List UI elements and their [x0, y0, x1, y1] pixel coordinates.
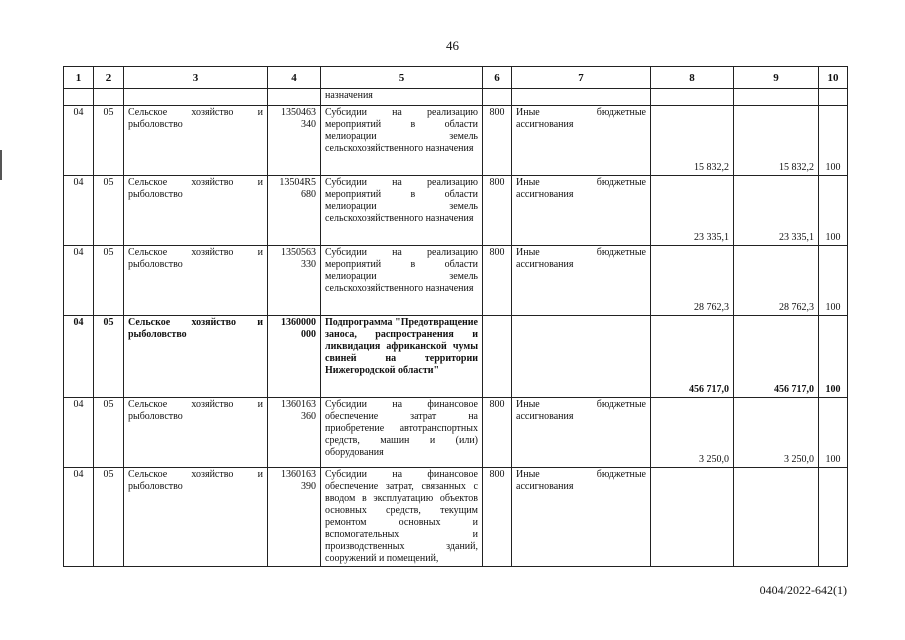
cell-subsection: 05 — [94, 176, 124, 246]
cell-amount-actual: 456 717,0 — [734, 316, 819, 398]
cell-percent: 100 — [819, 246, 848, 316]
cell-subsection: 05 — [94, 468, 124, 567]
cell-amount-actual: 23 335,1 — [734, 176, 819, 246]
cell-target-code: 1350563 330 — [268, 246, 321, 316]
document-code: 0404/2022-642(1) — [759, 583, 847, 597]
cell-amount-actual — [734, 468, 819, 567]
continuation-row — [64, 89, 848, 106]
cell-description: Субсидии на реализацию мероприятий в области мелиорации земель сельскохозяйственного назначения — [321, 106, 483, 176]
cell-target-code: 1350463 340 — [268, 106, 321, 176]
col-header-8: 8 — [651, 67, 734, 89]
col-header-5: 5 — [321, 67, 483, 89]
cell-section-name: Сельское хозяйство и рыболовство — [124, 398, 268, 468]
cell-expense-name: Иные бюджетные ассигнования — [512, 106, 651, 176]
cell-expense-name — [512, 316, 651, 398]
cell-percent: 100 — [819, 176, 848, 246]
table-row-subprogram — [64, 316, 848, 398]
cell-expense-name: Иные бюджетные ассигнования — [512, 468, 651, 567]
cell-expense-name: Иные бюджетные ассигнования — [512, 246, 651, 316]
table-row — [64, 176, 848, 246]
cell-subsection: 05 — [94, 398, 124, 468]
col-header-3: 3 — [124, 67, 268, 89]
continuation-text: назначения — [321, 89, 483, 106]
cell-section: 04 — [64, 398, 94, 468]
cell-percent: 100 — [819, 106, 848, 176]
cell-amount-plan: 456 717,0 — [651, 316, 734, 398]
cell-description: Субсидии на финансовое обеспечение затрат на приобретение автотранспортных средств, машин и (или) оборудования — [321, 398, 483, 468]
cell-section-name: Сельское хозяйство и рыболовство — [124, 316, 268, 398]
col-header-7: 7 — [512, 67, 651, 89]
cell-description: Подпрограмма "Предотвращение заноса, распространения и ликвидация африканской чумы свиней на территории Нижегородской области" — [321, 316, 483, 398]
cell-section: 04 — [64, 176, 94, 246]
cell-amount-plan: 23 335,1 — [651, 176, 734, 246]
cell-subsection: 05 — [94, 106, 124, 176]
cell-amount-actual: 3 250,0 — [734, 398, 819, 468]
cell-target-code: 13504R5 680 — [268, 176, 321, 246]
cell-subsection: 05 — [94, 246, 124, 316]
cell-expense-type: 800 — [483, 246, 512, 316]
table-row — [64, 468, 848, 567]
cell-expense-name: Иные бюджетные ассигнования — [512, 176, 651, 246]
header-row — [64, 67, 848, 89]
cell-description: Субсидии на реализацию мероприятий в области мелиорации земель сельскохозяйственного назначения — [321, 176, 483, 246]
cell-description: Субсидии на реализацию мероприятий в области мелиорации земель сельскохозяйственного назначения — [321, 246, 483, 316]
cell-percent — [819, 468, 848, 567]
cell-percent: 100 — [819, 398, 848, 468]
cell-amount-plan: 15 832,2 — [651, 106, 734, 176]
col-header-9: 9 — [734, 67, 819, 89]
cell-section-name: Сельское хозяйство и рыболовство — [124, 468, 268, 567]
table-row — [64, 398, 848, 468]
cell-amount-actual: 28 762,3 — [734, 246, 819, 316]
cell-section: 04 — [64, 246, 94, 316]
cell-amount-plan: 3 250,0 — [651, 398, 734, 468]
table-row — [64, 106, 848, 176]
cell-section: 04 — [64, 468, 94, 567]
cell-section: 04 — [64, 316, 94, 398]
table-row — [64, 246, 848, 316]
cell-subsection: 05 — [94, 316, 124, 398]
cell-target-code: 1360163 360 — [268, 398, 321, 468]
cell-amount-plan — [651, 468, 734, 567]
cell-target-code: 1360163 390 — [268, 468, 321, 567]
cell-section: 04 — [64, 106, 94, 176]
col-header-6: 6 — [483, 67, 512, 89]
cell-amount-plan: 28 762,3 — [651, 246, 734, 316]
cell-section-name: Сельское хозяйство и рыболовство — [124, 246, 268, 316]
cell-expense-type: 800 — [483, 468, 512, 567]
cell-expense-type: 800 — [483, 106, 512, 176]
cell-amount-actual: 15 832,2 — [734, 106, 819, 176]
cell-target-code: 1360000 000 — [268, 316, 321, 398]
col-header-10: 10 — [819, 67, 848, 89]
cell-section-name: Сельское хозяйство и рыболовство — [124, 106, 268, 176]
cell-description: Субсидии на финансовое обеспечение затрат, связанных с вводом в эксплуатацию объектов основных средств, текущим ремонтом основных и вспомогательных и производственных зданий, сооружений и помещений, — [321, 468, 483, 567]
col-header-2: 2 — [94, 67, 124, 89]
cell-percent: 100 — [819, 316, 848, 398]
col-header-1: 1 — [64, 67, 94, 89]
cell-expense-type — [483, 316, 512, 398]
cell-section-name: Сельское хозяйство и рыболовство — [124, 176, 268, 246]
col-header-4: 4 — [268, 67, 321, 89]
page-number: 46 — [446, 38, 459, 53]
scan-edge-mark — [0, 150, 2, 180]
cell-expense-name: Иные бюджетные ассигнования — [512, 398, 651, 468]
cell-expense-type: 800 — [483, 176, 512, 246]
cell-expense-type: 800 — [483, 398, 512, 468]
budget-table — [63, 66, 848, 567]
